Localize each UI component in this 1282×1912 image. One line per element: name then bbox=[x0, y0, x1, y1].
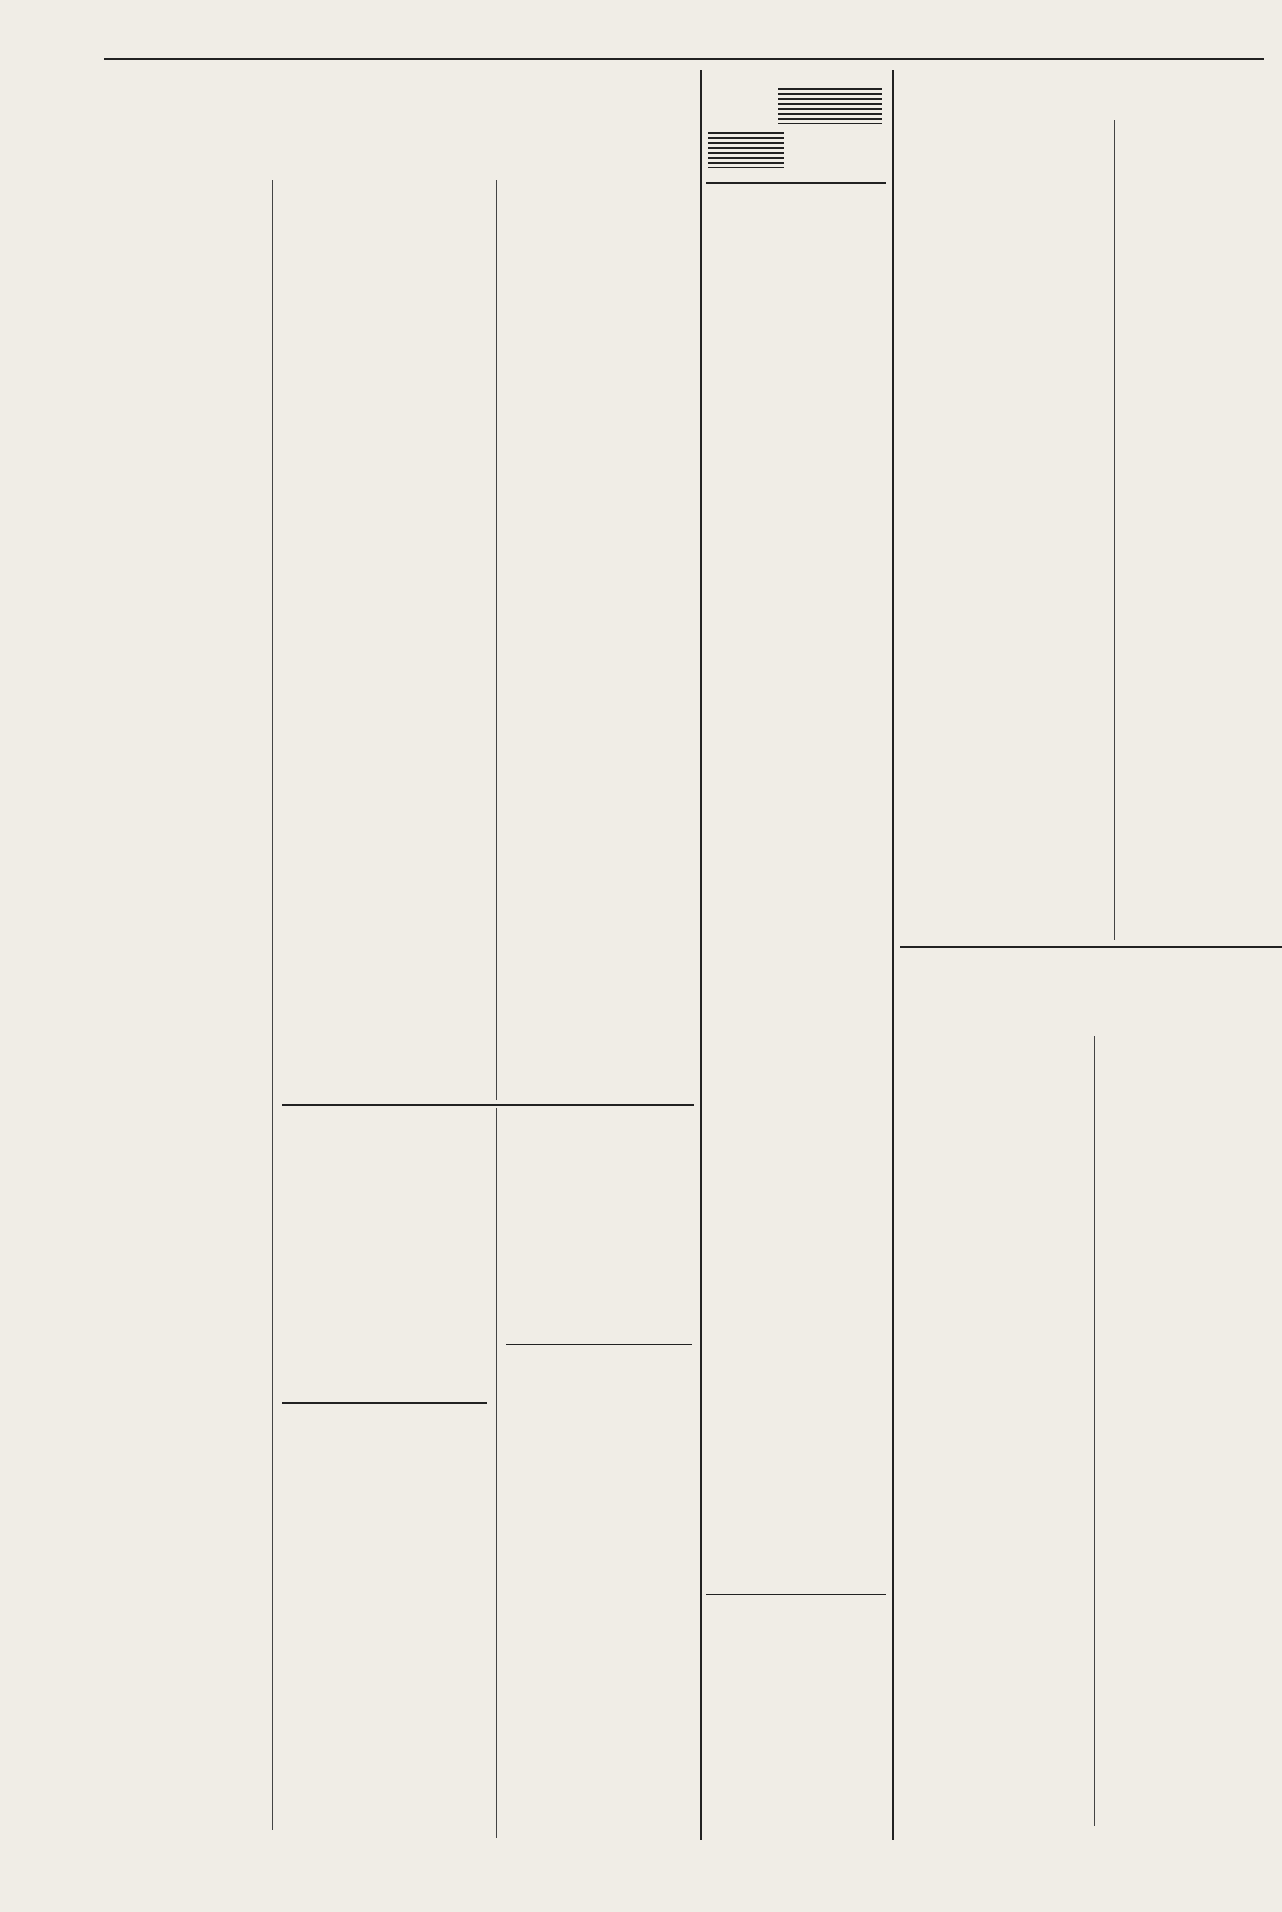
divider bbox=[282, 1402, 487, 1404]
tiyatro-column-1 bbox=[92, 180, 264, 1830]
column-divider bbox=[1094, 1036, 1095, 1826]
ikiay-body bbox=[708, 1100, 884, 1216]
masthead-stripes bbox=[778, 88, 882, 124]
piyango-500-numbers bbox=[1118, 324, 1278, 776]
piyango-footer bbox=[1118, 780, 1278, 940]
piyango-2000-numbers bbox=[902, 528, 1112, 712]
tiyatro-column-3 bbox=[506, 180, 692, 1100]
column-divider bbox=[496, 1108, 497, 1838]
zabita-body bbox=[506, 1384, 692, 1820]
piyango-right-numbers bbox=[1118, 120, 1278, 304]
column-divider bbox=[1114, 120, 1115, 940]
yitik-body bbox=[708, 1618, 884, 1818]
gupegunduz-body bbox=[708, 898, 884, 1062]
divider bbox=[900, 946, 1282, 948]
divider bbox=[506, 1344, 692, 1345]
column-divider bbox=[272, 180, 273, 1830]
aylik-body bbox=[708, 408, 884, 494]
ibrahim-column-1 bbox=[904, 1036, 1088, 1826]
divider bbox=[706, 1594, 886, 1595]
saat-body bbox=[282, 1518, 487, 1838]
piyango-prizes bbox=[920, 130, 1112, 524]
et-body bbox=[506, 1164, 692, 1342]
column-divider bbox=[496, 180, 497, 1100]
column-divider bbox=[700, 70, 702, 1840]
piyango-1000-numbers bbox=[902, 740, 1112, 942]
ibrahim-column-2 bbox=[1100, 1036, 1278, 1736]
saglik-body bbox=[708, 520, 884, 686]
article-bottom-rule bbox=[282, 1104, 694, 1106]
bol-body bbox=[708, 1500, 884, 1592]
masthead-stripes bbox=[708, 132, 784, 168]
divider bbox=[706, 182, 886, 184]
page-header bbox=[104, 28, 1264, 58]
sehir-masthead bbox=[708, 78, 884, 178]
vet-body bbox=[708, 1254, 884, 1464]
tiyatro-column-2 bbox=[282, 180, 487, 1106]
iran-body bbox=[282, 1154, 487, 1398]
header-rule bbox=[104, 58, 1264, 60]
toprak-body bbox=[708, 226, 884, 382]
column-divider bbox=[892, 70, 894, 1840]
esrar-body bbox=[708, 710, 884, 856]
